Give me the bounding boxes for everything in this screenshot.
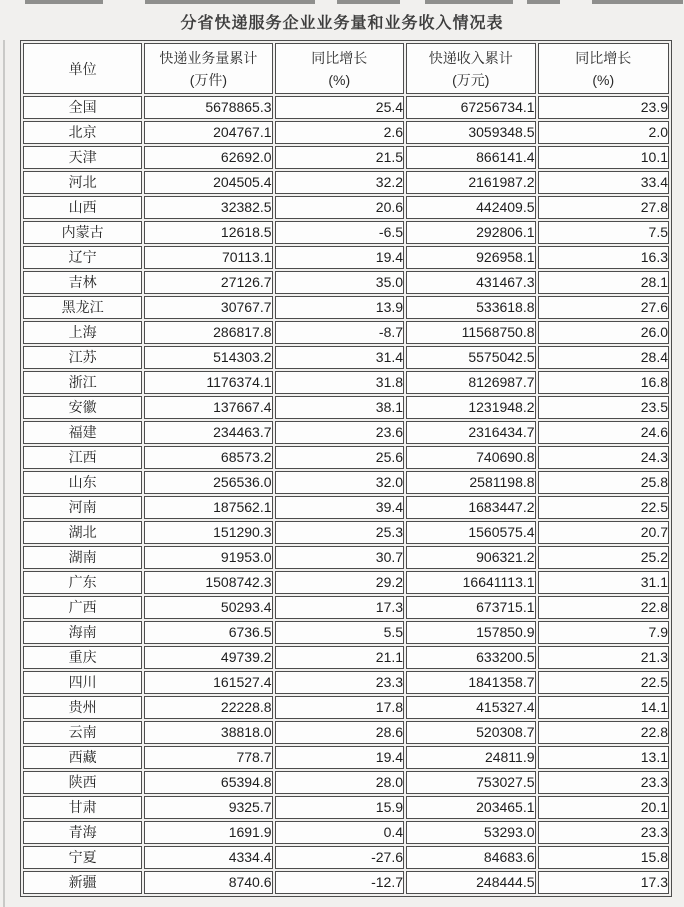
table-row (23, 371, 669, 394)
header-volume-total (144, 43, 272, 94)
province-cell: 陕西 (23, 771, 142, 794)
volume-cell: 161527.4 (144, 671, 272, 694)
volume-cell: 68573.2 (144, 446, 272, 469)
volume-cell: 778.7 (144, 746, 272, 769)
volume-growth-cell: -8.7 (275, 321, 405, 344)
province-cell: 广东 (23, 571, 142, 594)
volume-growth-cell: -6.5 (275, 221, 405, 244)
volume-growth-cell: 32.2 (275, 171, 405, 194)
volume-growth-cell: 35.0 (275, 271, 405, 294)
province-express-stats-table (20, 40, 672, 897)
volume-cell: 27126.7 (144, 271, 272, 294)
revenue-cell: 906321.2 (406, 546, 536, 569)
province-cell: 黑龙江 (23, 296, 142, 319)
volume-cell: 12618.5 (144, 221, 272, 244)
volume-cell: 4334.4 (144, 846, 272, 869)
revenue-cell: 1231948.2 (406, 396, 536, 419)
province-cell: 江苏 (23, 346, 142, 369)
volume-growth-cell: 20.6 (275, 196, 405, 219)
revenue-growth-cell: 21.3 (538, 646, 669, 669)
revenue-growth-cell: 28.1 (538, 271, 669, 294)
province-cell: 山东 (23, 471, 142, 494)
revenue-cell: 5575042.5 (406, 346, 536, 369)
volume-cell: 30767.7 (144, 296, 272, 319)
table-row (23, 496, 669, 519)
province-cell: 西藏 (23, 746, 142, 769)
cropped-content-fragment (225, 0, 315, 4)
volume-growth-cell: 30.7 (275, 546, 405, 569)
revenue-growth-cell: 22.8 (538, 596, 669, 619)
volume-growth-cell: 17.3 (275, 596, 405, 619)
volume-cell: 204505.4 (144, 171, 272, 194)
volume-growth-cell: 17.8 (275, 696, 405, 719)
volume-growth-cell: 38.1 (275, 396, 405, 419)
table-row (23, 771, 669, 794)
page-title: 分省快递服务企业业务量和业务收入情况表 (180, 15, 504, 32)
cropped-content-fragment (592, 0, 683, 4)
volume-cell: 32382.5 (144, 196, 272, 219)
volume-cell: 9325.7 (144, 796, 272, 819)
volume-cell: 91953.0 (144, 546, 272, 569)
header-volume-growth (275, 43, 405, 94)
volume-growth-cell: 21.5 (275, 146, 405, 169)
header-label: 快递收入累计 (428, 49, 513, 66)
revenue-growth-cell: 20.7 (538, 521, 669, 544)
volume-cell: 6736.5 (144, 621, 272, 644)
revenue-cell: 520308.7 (406, 721, 536, 744)
province-cell: 河南 (23, 496, 142, 519)
table-row (23, 546, 669, 569)
revenue-cell: 24811.9 (406, 746, 536, 769)
volume-growth-cell: 21.1 (275, 646, 405, 669)
province-cell: 四川 (23, 671, 142, 694)
table-row (23, 96, 669, 119)
volume-cell: 187562.1 (144, 496, 272, 519)
volume-growth-cell: 32.0 (275, 471, 405, 494)
revenue-cell: 292806.1 (406, 221, 536, 244)
header-sublabel: (万件) (189, 71, 228, 88)
revenue-cell: 53293.0 (406, 821, 536, 844)
volume-cell: 70113.1 (144, 246, 272, 269)
revenue-growth-cell: 23.5 (538, 396, 669, 419)
revenue-growth-cell: 23.3 (538, 771, 669, 794)
revenue-growth-cell: 23.9 (538, 96, 669, 119)
revenue-growth-cell: 22.5 (538, 496, 669, 519)
volume-growth-cell: 19.4 (275, 746, 405, 769)
cropped-content-fragment (425, 0, 513, 4)
volume-growth-cell: 28.6 (275, 721, 405, 744)
table-row (23, 846, 669, 869)
province-cell: 浙江 (23, 371, 142, 394)
volume-growth-cell: 25.3 (275, 521, 405, 544)
province-cell: 上海 (23, 321, 142, 344)
table-row (23, 871, 669, 894)
province-cell: 海南 (23, 621, 142, 644)
revenue-growth-cell: 22.5 (538, 671, 669, 694)
table-row (23, 571, 669, 594)
volume-cell: 1508742.3 (144, 571, 272, 594)
table-row (23, 596, 669, 619)
revenue-growth-cell: 13.1 (538, 746, 669, 769)
revenue-cell: 8126987.7 (406, 371, 536, 394)
volume-growth-cell: -12.7 (275, 871, 405, 894)
volume-growth-cell: 29.2 (275, 571, 405, 594)
revenue-cell: 866141.4 (406, 146, 536, 169)
province-cell: 湖北 (23, 521, 142, 544)
volume-growth-cell: 31.4 (275, 346, 405, 369)
volume-cell: 62692.0 (144, 146, 272, 169)
volume-cell: 514303.2 (144, 346, 272, 369)
revenue-cell: 1841358.7 (406, 671, 536, 694)
table-row (23, 421, 669, 444)
volume-growth-cell: 31.8 (275, 371, 405, 394)
table-row (23, 296, 669, 319)
table-row (23, 671, 669, 694)
volume-growth-cell: 25.6 (275, 446, 405, 469)
table-row (23, 271, 669, 294)
volume-cell: 256536.0 (144, 471, 272, 494)
volume-cell: 151290.3 (144, 521, 272, 544)
table-row (23, 646, 669, 669)
header-label: 同比增长 (575, 49, 632, 66)
revenue-growth-cell: 27.8 (538, 196, 669, 219)
province-cell: 甘肃 (23, 796, 142, 819)
province-cell: 内蒙古 (23, 221, 142, 244)
revenue-growth-cell: 20.1 (538, 796, 669, 819)
revenue-growth-cell: 25.2 (538, 546, 669, 569)
revenue-growth-cell: 25.8 (538, 471, 669, 494)
volume-cell: 38818.0 (144, 721, 272, 744)
revenue-cell: 1560575.4 (406, 521, 536, 544)
revenue-growth-cell: 10.1 (538, 146, 669, 169)
header-sublabel: (万元) (452, 71, 490, 88)
table-row (23, 746, 669, 769)
province-cell: 广西 (23, 596, 142, 619)
table-row (23, 121, 669, 144)
revenue-cell: 16641113.1 (406, 571, 536, 594)
revenue-growth-cell: 14.1 (538, 696, 669, 719)
province-cell: 安徽 (23, 396, 142, 419)
volume-cell: 49739.2 (144, 646, 272, 669)
volume-cell: 204767.1 (144, 121, 272, 144)
revenue-cell: 2316434.7 (406, 421, 536, 444)
revenue-growth-cell: 17.3 (538, 871, 669, 894)
province-cell: 辽宁 (23, 246, 142, 269)
header-row (23, 43, 669, 94)
volume-growth-cell: 0.4 (275, 821, 405, 844)
volume-cell: 137667.4 (144, 396, 272, 419)
table-row (23, 621, 669, 644)
revenue-growth-cell: 22.8 (538, 721, 669, 744)
volume-growth-cell: -27.6 (275, 846, 405, 869)
revenue-cell: 67256734.1 (406, 96, 536, 119)
revenue-growth-cell: 31.1 (538, 571, 669, 594)
table-row (23, 221, 669, 244)
revenue-growth-cell: 33.4 (538, 171, 669, 194)
volume-cell: 8740.6 (144, 871, 272, 894)
header-revenue-growth (538, 43, 669, 94)
revenue-growth-cell: 7.9 (538, 621, 669, 644)
province-cell: 宁夏 (23, 846, 142, 869)
revenue-cell: 633200.5 (406, 646, 536, 669)
volume-cell: 50293.4 (144, 596, 272, 619)
volume-growth-cell: 39.4 (275, 496, 405, 519)
table-header (23, 43, 669, 94)
table-row (23, 521, 669, 544)
province-cell: 吉林 (23, 271, 142, 294)
volume-cell: 234463.7 (144, 421, 272, 444)
table-row (23, 696, 669, 719)
table-row (23, 246, 669, 269)
table-body (23, 96, 669, 894)
revenue-growth-cell: 24.6 (538, 421, 669, 444)
header-label: 同比增长 (311, 49, 368, 66)
table-row (23, 346, 669, 369)
table-row (23, 396, 669, 419)
table-row (23, 146, 669, 169)
table-row (23, 471, 669, 494)
revenue-cell: 753027.5 (406, 771, 536, 794)
revenue-cell: 1683447.2 (406, 496, 536, 519)
province-cell: 青海 (23, 821, 142, 844)
table-row (23, 446, 669, 469)
volume-cell: 22228.8 (144, 696, 272, 719)
revenue-growth-cell: 16.8 (538, 371, 669, 394)
volume-growth-cell: 15.9 (275, 796, 405, 819)
table-row (23, 196, 669, 219)
province-cell: 河北 (23, 171, 142, 194)
page-edge-line (3, 40, 5, 907)
volume-cell: 5678865.3 (144, 96, 272, 119)
revenue-growth-cell: 7.5 (538, 221, 669, 244)
revenue-cell: 740690.8 (406, 446, 536, 469)
volume-growth-cell: 13.9 (275, 296, 405, 319)
province-cell: 北京 (23, 121, 142, 144)
province-cell: 江西 (23, 446, 142, 469)
revenue-cell: 442409.5 (406, 196, 536, 219)
cropped-content-fragment (337, 0, 400, 4)
volume-cell: 1691.9 (144, 821, 272, 844)
revenue-growth-cell: 15.8 (538, 846, 669, 869)
revenue-cell: 203465.1 (406, 796, 536, 819)
header-sublabel: (%) (592, 71, 615, 88)
revenue-cell: 84683.6 (406, 846, 536, 869)
province-cell: 贵州 (23, 696, 142, 719)
revenue-cell: 926958.1 (406, 246, 536, 269)
revenue-cell: 431467.3 (406, 271, 536, 294)
header-label: 单位 (68, 60, 97, 77)
revenue-growth-cell: 2.0 (538, 121, 669, 144)
revenue-growth-cell: 23.3 (538, 821, 669, 844)
volume-cell: 65394.8 (144, 771, 272, 794)
table-row (23, 796, 669, 819)
revenue-cell: 2581198.8 (406, 471, 536, 494)
cropped-content-fragment (25, 0, 103, 4)
province-cell: 全国 (23, 96, 142, 119)
revenue-cell: 248444.5 (406, 871, 536, 894)
cropped-content-fragment (527, 0, 560, 4)
province-cell: 湖南 (23, 546, 142, 569)
volume-growth-cell: 25.4 (275, 96, 405, 119)
volume-growth-cell: 23.3 (275, 671, 405, 694)
volume-growth-cell: 28.0 (275, 771, 405, 794)
table-row (23, 821, 669, 844)
header-label: 快递业务量累计 (159, 49, 258, 66)
table-row (23, 721, 669, 744)
revenue-cell: 673715.1 (406, 596, 536, 619)
cropped-content-fragment (145, 0, 233, 4)
table-row (23, 171, 669, 194)
volume-cell: 286817.8 (144, 321, 272, 344)
province-cell: 云南 (23, 721, 142, 744)
revenue-growth-cell: 16.3 (538, 246, 669, 269)
revenue-cell: 533618.8 (406, 296, 536, 319)
volume-growth-cell: 2.6 (275, 121, 405, 144)
revenue-growth-cell: 27.6 (538, 296, 669, 319)
volume-growth-cell: 19.4 (275, 246, 405, 269)
volume-growth-cell: 23.6 (275, 421, 405, 444)
province-cell: 福建 (23, 421, 142, 444)
revenue-cell: 157850.9 (406, 621, 536, 644)
header-unit (23, 43, 142, 94)
header-revenue-total (406, 43, 536, 94)
province-cell: 山西 (23, 196, 142, 219)
revenue-cell: 415327.4 (406, 696, 536, 719)
revenue-cell: 2161987.2 (406, 171, 536, 194)
header-sublabel: (%) (328, 71, 351, 88)
province-cell: 重庆 (23, 646, 142, 669)
revenue-growth-cell: 28.4 (538, 346, 669, 369)
revenue-growth-cell: 24.3 (538, 446, 669, 469)
revenue-growth-cell: 26.0 (538, 321, 669, 344)
revenue-cell: 11568750.8 (406, 321, 536, 344)
volume-growth-cell: 5.5 (275, 621, 405, 644)
province-cell: 新疆 (23, 871, 142, 894)
volume-cell: 1176374.1 (144, 371, 272, 394)
province-cell: 天津 (23, 146, 142, 169)
revenue-cell: 3059348.5 (406, 121, 536, 144)
table-row (23, 321, 669, 344)
